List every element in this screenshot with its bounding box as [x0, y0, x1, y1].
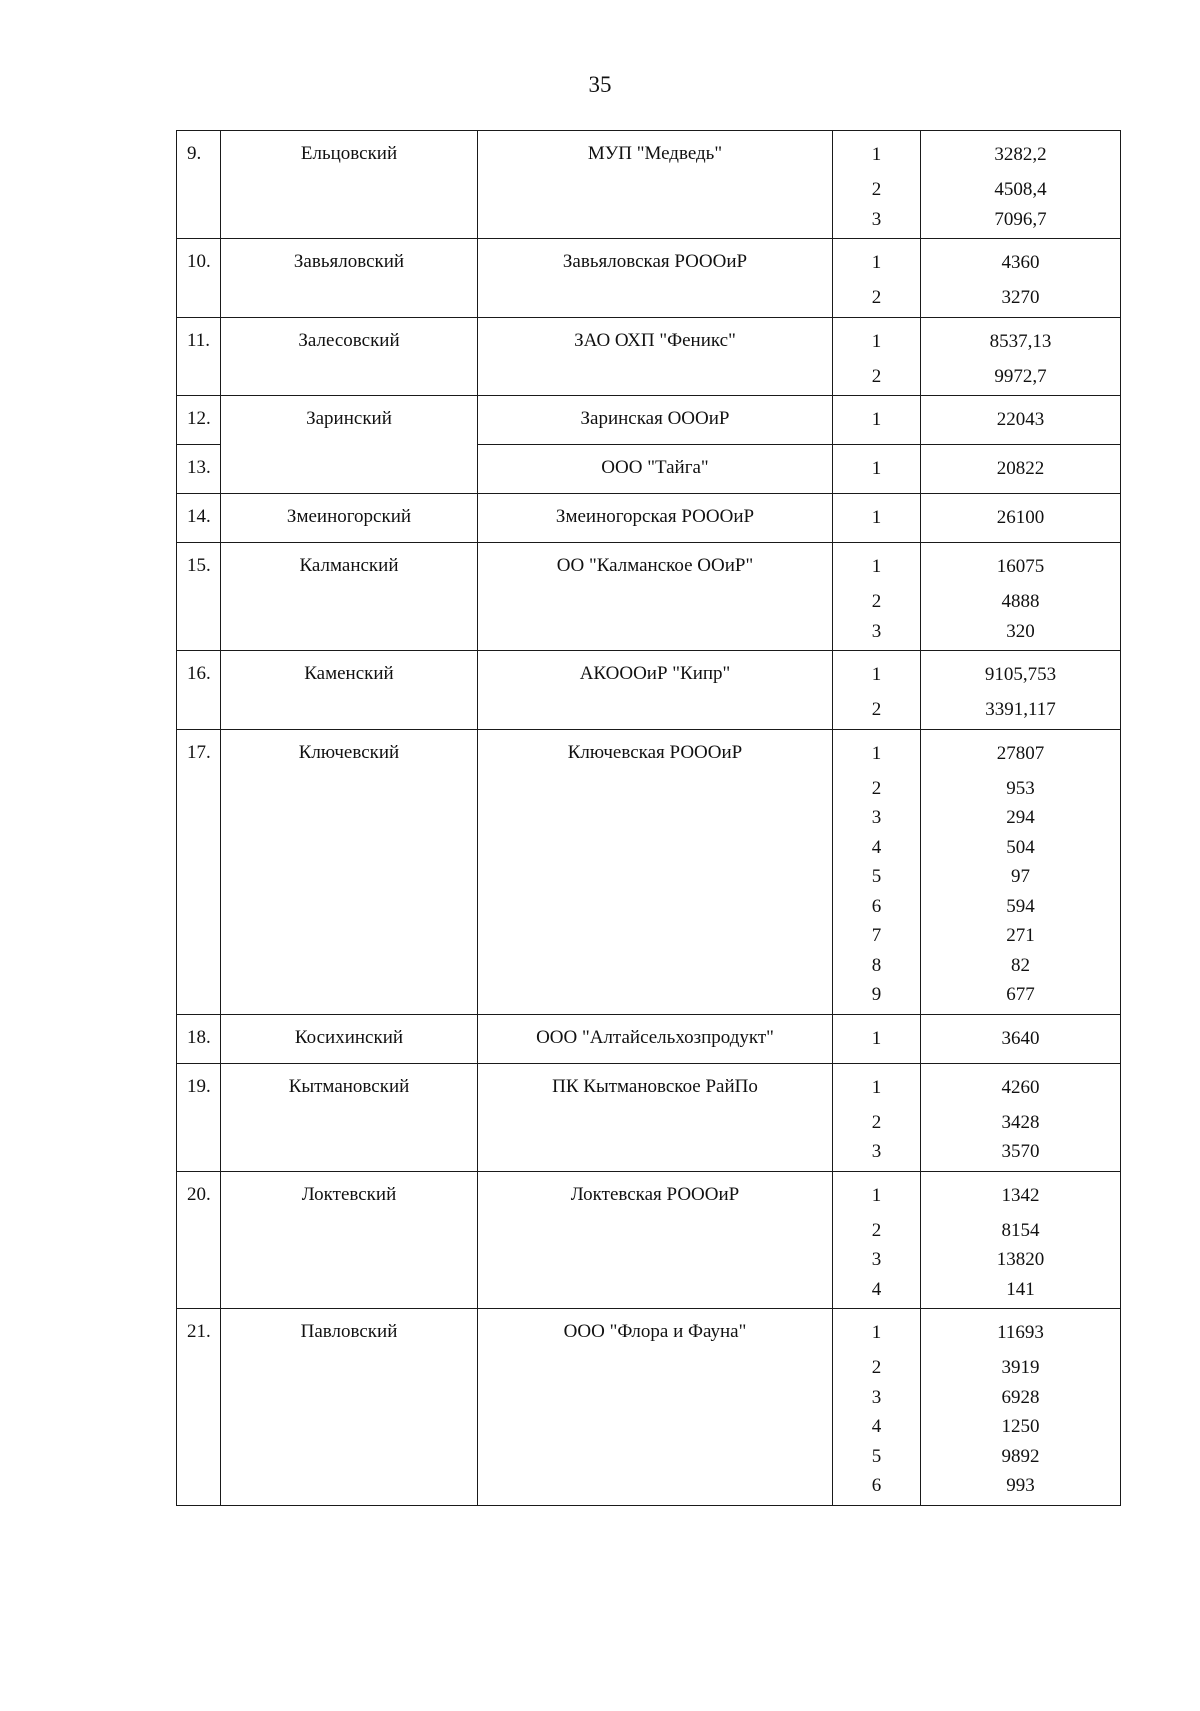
plot-number: 1 — [871, 458, 882, 479]
page-number: 35 — [588, 72, 612, 97]
plot-numbers — [833, 729, 921, 1014]
plot-area: 13820 — [996, 1249, 1045, 1270]
plot-area: 9105,753 — [984, 664, 1057, 685]
plot-areas — [921, 317, 1121, 396]
plot-number: 2 — [871, 699, 882, 720]
plot-number: 1 — [871, 1027, 882, 1049]
plot-number: 5 — [871, 1445, 882, 1467]
district-name: Кытмановский — [221, 1063, 478, 1171]
table-row — [177, 131, 1121, 239]
plot-areas — [921, 396, 1121, 445]
plot-area: 6928 — [1001, 1386, 1040, 1408]
organization-name: Змеиногорская РОООиР — [478, 494, 833, 543]
row-number: 15. — [177, 543, 221, 651]
plot-number: 2 — [871, 1111, 882, 1133]
plot-number: 1 — [871, 507, 882, 528]
plot-area: 3391,117 — [985, 699, 1056, 720]
plot-area: 8537,13 — [989, 330, 1052, 352]
plot-numbers — [833, 651, 921, 730]
plot-area: 3282,2 — [994, 144, 1047, 165]
table-row — [177, 1063, 1121, 1171]
plot-area: 7096,7 — [994, 208, 1047, 230]
plot-areas — [921, 1063, 1121, 1171]
plot-number: 3 — [871, 620, 882, 642]
plot-number: 4 — [871, 836, 882, 858]
organization-name: ПК Кытмановское РайПо — [478, 1063, 833, 1171]
plot-area: 9892 — [1001, 1445, 1040, 1467]
plot-number: 6 — [871, 1475, 882, 1496]
organization-name: МУП "Медведь" — [478, 131, 833, 239]
plot-area: 8154 — [1001, 1219, 1040, 1241]
plot-number: 1 — [871, 144, 882, 165]
plot-number: 2 — [871, 365, 882, 387]
plot-number: 2 — [871, 1219, 882, 1241]
plot-numbers — [833, 317, 921, 396]
row-number: 13. — [177, 445, 221, 494]
plot-number: 3 — [871, 208, 882, 230]
plot-number: 1 — [871, 1322, 882, 1343]
organization-name: АКОООиР "Кипр" — [478, 651, 833, 730]
table-row — [177, 543, 1121, 651]
table-row — [177, 1309, 1121, 1506]
plot-numbers — [833, 1309, 921, 1506]
plot-numbers — [833, 543, 921, 651]
plot-area: 97 — [1011, 866, 1030, 887]
row-number: 17. — [177, 729, 221, 1014]
row-number: 11. — [177, 317, 221, 396]
plot-number: 3 — [871, 1249, 882, 1270]
plot-area: 271 — [1006, 925, 1035, 946]
plot-number: 1 — [871, 742, 882, 764]
plot-area: 3428 — [1001, 1111, 1040, 1133]
organization-name: ООО "Алтайсельхозпродукт" — [478, 1014, 833, 1063]
plot-area: 26100 — [996, 507, 1045, 528]
district-name: Залесовский — [221, 317, 478, 396]
plot-number: 3 — [871, 807, 882, 828]
plot-number: 1 — [871, 1184, 882, 1206]
plot-area: 27807 — [996, 742, 1045, 764]
plot-number: 1 — [871, 1076, 882, 1098]
row-number: 12. — [177, 396, 221, 445]
plot-number: 7 — [871, 925, 882, 946]
plot-area: 4360 — [1001, 252, 1040, 273]
district-name: Павловский — [221, 1309, 478, 1506]
plot-area: 1250 — [1001, 1416, 1040, 1437]
plot-area: 3270 — [1001, 287, 1040, 308]
district-name: Косихинский — [221, 1014, 478, 1063]
plot-areas — [921, 239, 1121, 318]
plot-numbers — [833, 239, 921, 318]
district-name: Заринский — [221, 396, 478, 494]
plot-numbers — [833, 445, 921, 494]
row-number: 16. — [177, 651, 221, 730]
plot-numbers — [833, 1063, 921, 1171]
row-number: 21. — [177, 1309, 221, 1506]
table-row — [177, 396, 1121, 445]
row-number: 19. — [177, 1063, 221, 1171]
plot-number: 9 — [871, 984, 882, 1005]
district-name: Каменский — [221, 651, 478, 730]
plot-numbers — [833, 1014, 921, 1063]
row-number: 10. — [177, 239, 221, 318]
organization-name: Заринская ОООиР — [478, 396, 833, 445]
plot-numbers — [833, 1171, 921, 1309]
plot-area: 4260 — [1001, 1076, 1040, 1098]
plot-number: 1 — [871, 252, 882, 273]
plot-area: 993 — [1006, 1475, 1035, 1496]
organization-name: ОО "Калманское ООиР" — [478, 543, 833, 651]
organization-name: Завьяловская РОООиР — [478, 239, 833, 318]
plot-number: 2 — [871, 287, 882, 308]
plot-number: 2 — [871, 1357, 882, 1378]
plot-areas — [921, 729, 1121, 1014]
plot-number: 5 — [871, 866, 882, 887]
plot-number: 2 — [871, 777, 882, 799]
organization-name: ЗАО ОХП "Феникс" — [478, 317, 833, 396]
plot-numbers — [833, 396, 921, 445]
table-row — [177, 239, 1121, 318]
plot-areas — [921, 445, 1121, 494]
plot-areas — [921, 1171, 1121, 1309]
row-number: 20. — [177, 1171, 221, 1309]
district-name: Ключевский — [221, 729, 478, 1014]
plot-areas — [921, 131, 1121, 239]
district-name: Завьяловский — [221, 239, 478, 318]
plot-area: 4508,4 — [994, 179, 1047, 200]
plot-number: 4 — [871, 1416, 882, 1437]
plot-area: 141 — [1006, 1278, 1035, 1300]
plot-number: 4 — [871, 1278, 882, 1300]
plot-number: 1 — [871, 556, 882, 577]
plot-number: 3 — [871, 1386, 882, 1408]
plot-number: 2 — [871, 179, 882, 200]
plot-area: 22043 — [996, 409, 1045, 430]
plot-number: 6 — [871, 895, 882, 917]
plot-area: 82 — [1011, 954, 1030, 976]
district-name: Локтевский — [221, 1171, 478, 1309]
plot-area: 9972,7 — [994, 365, 1047, 387]
plot-areas — [921, 651, 1121, 730]
plot-area: 11693 — [997, 1322, 1044, 1343]
plot-number: 1 — [871, 330, 882, 352]
plot-area: 4888 — [1001, 591, 1040, 612]
table-row — [177, 317, 1121, 396]
row-number: 14. — [177, 494, 221, 543]
plot-area: 594 — [1006, 895, 1035, 917]
row-number: 9. — [177, 131, 221, 239]
table-row — [177, 494, 1121, 543]
plot-area: 16075 — [996, 556, 1045, 577]
plot-area: 953 — [1006, 777, 1035, 799]
plot-number: 1 — [871, 664, 882, 685]
plot-area: 3640 — [1001, 1027, 1040, 1049]
table-row — [177, 1014, 1121, 1063]
district-name: Ельцовский — [221, 131, 478, 239]
plot-area: 20822 — [996, 458, 1045, 479]
plot-area: 320 — [1006, 620, 1035, 642]
plot-numbers — [833, 131, 921, 239]
organization-name: ООО "Тайга" — [478, 445, 833, 494]
organization-name: Ключевская РОООиР — [478, 729, 833, 1014]
district-name: Змеиногорский — [221, 494, 478, 543]
plot-number: 2 — [871, 591, 882, 612]
plot-number: 8 — [871, 954, 882, 976]
organization-name: ООО "Флора и Фауна" — [478, 1309, 833, 1506]
plot-number: 1 — [871, 409, 882, 430]
plot-area: 677 — [1006, 984, 1035, 1005]
plot-area: 1342 — [1001, 1184, 1040, 1206]
row-number: 18. — [177, 1014, 221, 1063]
hunting-grounds-table — [176, 130, 1121, 1506]
plot-numbers — [833, 494, 921, 543]
plot-areas — [921, 543, 1121, 651]
plot-number: 3 — [871, 1141, 882, 1162]
plot-area: 294 — [1006, 807, 1035, 828]
table-row — [177, 1171, 1121, 1309]
district-name: Калманский — [221, 543, 478, 651]
table-row — [177, 729, 1121, 1014]
table-row — [177, 651, 1121, 730]
plot-area: 3570 — [1001, 1141, 1040, 1162]
organization-name: Локтевская РОООиР — [478, 1171, 833, 1309]
plot-area: 504 — [1006, 836, 1035, 858]
plot-areas — [921, 1309, 1121, 1506]
plot-areas — [921, 1014, 1121, 1063]
plot-area: 3919 — [1001, 1357, 1040, 1378]
plot-areas — [921, 494, 1121, 543]
